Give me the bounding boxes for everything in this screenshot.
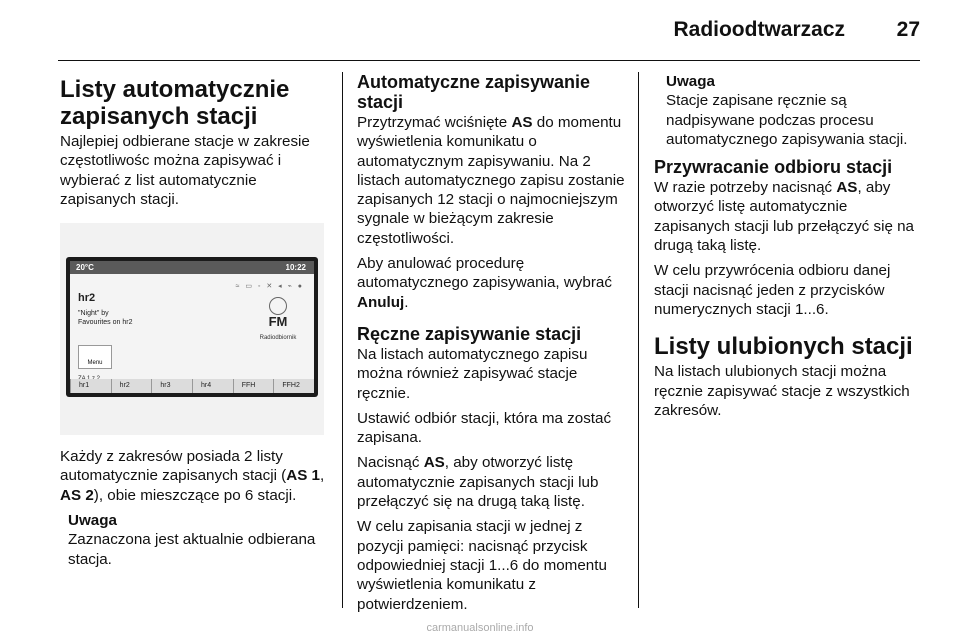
radio-text-line-2: Favourites on hr2 (78, 319, 133, 327)
paragraph: W celu zapisania stacji w jednej z pozycji pamięci: nacisnąć przycisk odpowiedniej stacji 1...6 do momentu wyświetlenia komunikatu z potwierdzeniem. (357, 518, 607, 613)
paragraph: Na listach automatycznego zapisu można również zapisywać stacje ręcznie. (357, 345, 588, 402)
column-divider-2 (638, 72, 639, 608)
column-2 (357, 72, 629, 620)
note-text: Zaznaczona jest aktualnie odbierana stacja. (68, 531, 316, 568)
running-header-title: Radioodtwarzacz (673, 18, 845, 41)
display-content (70, 261, 314, 393)
station-name: hr2 (78, 292, 96, 305)
menu-button[interactable]: Menu (78, 345, 112, 369)
band-label: FM (268, 314, 288, 330)
column-1 (60, 72, 332, 569)
section-heading: Listy ulubionych stacji (654, 333, 913, 361)
subsection-heading: Ręczne zapisywanie stacji (357, 323, 582, 344)
note-text: Stacje zapisane ręcznie są nadpisywane podczas procesu automatycznego zapisywania stacji. (666, 92, 908, 148)
radio-screen-illustration (60, 223, 324, 435)
preset-button[interactable]: FFH2 (273, 379, 314, 393)
header-rule (58, 60, 920, 61)
note-block (666, 72, 926, 149)
radio-text (78, 309, 132, 327)
as1-keyword: AS 1 (286, 467, 320, 485)
radio-wave-icon (269, 297, 287, 315)
lists-paragraph: Każdy z zakresów posiada 2 listy automatycznie zapisanych stacji (AS 1, AS 2), obie mieszczące po 6 stacji. (60, 448, 325, 504)
paragraph: Aby anulować procedurę automatycznego zapisywania, wybrać Anuluj. (357, 255, 612, 311)
as-keyword: AS (423, 454, 445, 472)
preset-button[interactable]: hr1 (70, 379, 111, 393)
subsection-heading: Automatyczne zapisywanie stacji (357, 72, 591, 112)
as2-keyword: AS 2 (60, 486, 94, 504)
note-block (68, 511, 332, 569)
column-divider-1 (342, 72, 343, 608)
column-3 (654, 72, 926, 426)
preset-button[interactable]: hr3 (151, 379, 192, 393)
preset-button[interactable]: FFH (233, 379, 274, 393)
paragraph: Nacisnąć AS, aby otworzyć listę automatycznie zapisanych stacji lub przełączyć się na drugą taką listę. (357, 454, 599, 511)
status-icons: ≈ ▭ ◦ ✕ ◂ ⌁ ● (235, 283, 304, 291)
as-keyword: AS (511, 114, 533, 131)
band-indicator (250, 297, 306, 348)
radio-display (66, 257, 318, 397)
note-label: Uwaga (68, 512, 117, 530)
as-keyword: AS (836, 179, 858, 197)
radio-text-line-1: "Night" by (78, 310, 109, 318)
preset-button[interactable]: hr4 (192, 379, 233, 393)
intro-paragraph: Najlepiej odbierane stacje w zakresie częstotliwośc można zapisywać i wybierać z list automatycznie zapisanych stacji. (60, 133, 310, 208)
paragraph: Na listach ulubionych stacji można ręcznie zapisywać stacje z wszystkich zakresów. (654, 363, 910, 419)
paragraph: W razie potrzeby nacisnąć AS, aby otworzyć listę automatycznie zapisanych stacji lub przełączyć się na drugą taką listę. (654, 179, 914, 255)
temperature: 20°C (76, 263, 94, 273)
subsection-heading: Przywracanie odbioru stacji (654, 157, 893, 178)
footer-watermark: carmanualsonline.info (426, 622, 534, 634)
paragraph: Przytrzymać wciśnięte AS do momentu wyświetlenia komunikatu o automatycznym zapisywaniu. Na 2 listach automatycznego zapisu zostanie zapisanych 12 stacji o najmocniejszym sygnale w bieżącym zakresie częstotliwości. (357, 114, 625, 247)
paragraph: W celu przywrócenia odbioru danej stacji nacisnąć jeden z przycisków numerycznych stacji 1...6. (654, 262, 891, 318)
clock: 10:22 (285, 263, 306, 273)
preset-button[interactable]: hr2 (111, 379, 152, 393)
paragraph: Ustawić odbiór stacji, która ma zostać zapisana. (357, 409, 612, 447)
band-sublabel: Radiodbiornik (259, 335, 297, 342)
note-label: Uwaga (666, 73, 715, 90)
status-bar (70, 261, 314, 274)
section-heading: Listy automatycznie zapisanych stacji (60, 76, 290, 130)
page-number: 27 (896, 18, 920, 41)
anuluj-keyword: Anuluj (357, 293, 405, 311)
preset-bar (70, 379, 314, 393)
